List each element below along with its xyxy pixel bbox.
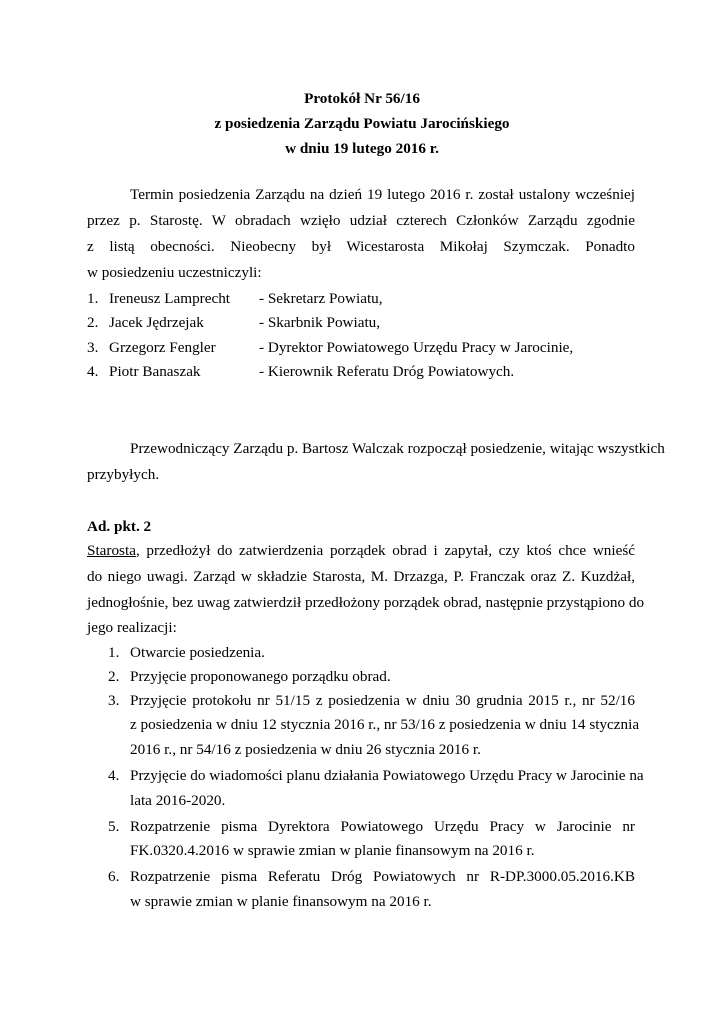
agenda-number: 4. xyxy=(108,767,120,784)
section-line xyxy=(87,542,635,560)
agenda-number: 1. xyxy=(108,644,120,661)
protocol-date: w dniu 19 lutego 2016 r. xyxy=(285,140,439,157)
protocol-title: Protokół Nr 56/16 xyxy=(304,90,420,107)
section-first-line-rest: , przedłożył do zatwierdzenia porządek obrad i zapytał, czy ktoś chce wnieść xyxy=(135,542,635,559)
attendee-role: - Kierownik Referatu Dróg Powiatowych. xyxy=(259,363,515,380)
attendee-name: Piotr Banaszak xyxy=(109,363,201,380)
attendee-name: Jacek Jędrzejak xyxy=(109,314,204,331)
agenda-line: z posiedzenia w dniu 12 stycznia 2016 r., nr 53/16 z posiedzenia w dniu 14 stycznia xyxy=(130,716,640,733)
agenda-number: 2. xyxy=(108,668,120,685)
agenda-number: 6. xyxy=(108,868,120,885)
agenda-line: lata 2016-2020. xyxy=(130,792,226,809)
intro-line: w posiedzeniu uczestniczyli: xyxy=(87,264,262,281)
agenda-number: 3. xyxy=(108,692,120,709)
attendee-role: - Dyrektor Powiatowego Urzędu Pracy w Jarocinie, xyxy=(259,339,574,356)
agenda-line: Przyjęcie proponowanego porządku obrad. xyxy=(130,668,391,685)
speaker-underlined: Starosta xyxy=(87,542,136,559)
intro-line: z listą obecności. Nieobecny był Wicestarosta Mikołaj Szymczak. Ponadto xyxy=(87,238,635,255)
agenda-line: Otwarcie posiedzenia. xyxy=(130,644,265,661)
attendee-number: 1. xyxy=(87,290,99,307)
opening-line: przybyłych. xyxy=(87,466,160,483)
attendee-number: 4. xyxy=(87,363,99,380)
attendee-number: 2. xyxy=(87,314,99,331)
agenda-number: 5. xyxy=(108,818,120,835)
agenda-line: 2016 r., nr 54/16 z posiedzenia w dniu 26 stycznia 2016 r. xyxy=(130,741,481,758)
agenda-line: Rozpatrzenie pisma Dyrektora Powiatowego Urzędu Pracy w Jarocinie nr xyxy=(130,818,635,835)
intro-line: Termin posiedzenia Zarządu na dzień 19 lutego 2016 r. został ustalony wcześniej xyxy=(130,186,635,203)
opening-line: Przewodniczący Zarządu p. Bartosz Walczak rozpoczął posiedzenie, witając wszystkich xyxy=(130,440,665,457)
section-heading: Ad. pkt. 2 xyxy=(87,518,152,535)
protocol-subtitle: z posiedzenia Zarządu Powiatu Jarocińskiego xyxy=(214,115,510,132)
agenda-line: w sprawie zmian w planie finansowym na 2016 r. xyxy=(130,893,432,910)
agenda-line: Rozpatrzenie pisma Referatu Dróg Powiatowych nr R-DP.3000.05.2016.KB xyxy=(130,868,635,885)
attendee-role: - Sekretarz Powiatu, xyxy=(259,290,383,307)
attendee-role: - Skarbnik Powiatu, xyxy=(259,314,381,331)
agenda-line: Przyjęcie protokołu nr 51/15 z posiedzenia w dniu 30 grudnia 2015 r., nr 52/16 xyxy=(130,692,635,709)
attendee-name: Grzegorz Fengler xyxy=(109,339,216,356)
agenda-line: FK.0320.4.2016 w sprawie zmian w planie finansowym na 2016 r. xyxy=(130,842,535,859)
section-line: jego realizacji: xyxy=(87,619,177,636)
attendee-name: Ireneusz Lamprecht xyxy=(109,290,231,307)
agenda-line: Przyjęcie do wiadomości planu działania Powiatowego Urzędu Pracy w Jarocinie na xyxy=(130,767,644,784)
intro-line: przez p. Starostę. W obradach wzięło udział czterech Członków Zarządu zgodnie xyxy=(87,212,635,229)
attendee-number: 3. xyxy=(87,339,99,356)
section-line: do niego uwagi. Zarząd w składzie Starosta, M. Drzazga, P. Franczak oraz Z. Kuzdżał, xyxy=(87,568,635,585)
section-line: jednogłośnie, bez uwag zatwierdził przedłożony porządek obrad, następnie przystąpiono do xyxy=(87,594,645,611)
